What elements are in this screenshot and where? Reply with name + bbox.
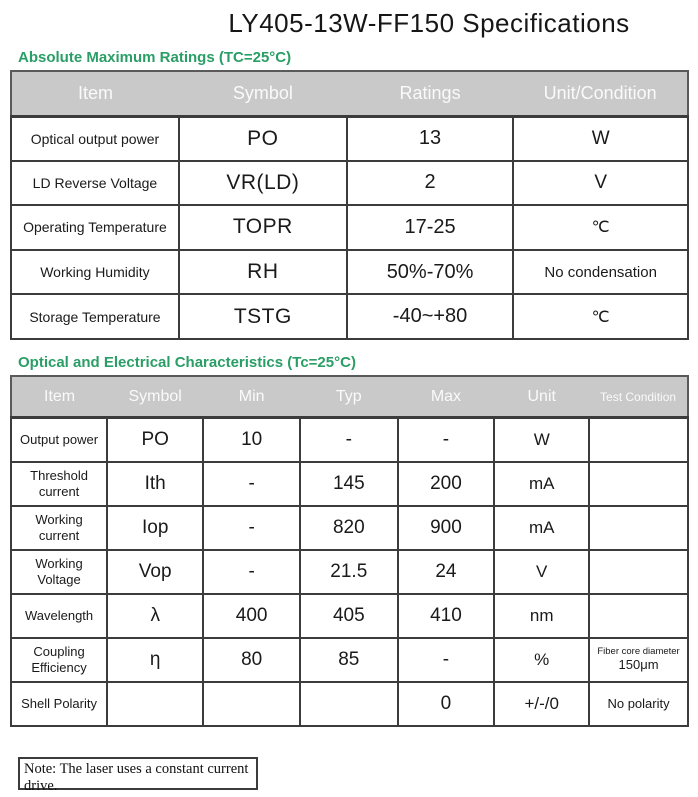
note-box	[18, 757, 258, 794]
cell-unit: ℃	[513, 294, 688, 339]
cell-item: Operating Temperature	[11, 205, 179, 250]
cell-symbol: TOPR	[179, 205, 347, 250]
cell-max: 200	[398, 462, 495, 506]
cell-max: 24	[398, 550, 495, 594]
cell-typ: 145	[300, 462, 397, 506]
absolute-maximum-ratings-table	[10, 70, 689, 340]
cell-symbol	[107, 682, 203, 726]
cell-max: -	[398, 418, 495, 462]
cell-unit: W	[494, 418, 589, 462]
cell-item: Optical output power	[11, 116, 179, 161]
header-item: Item	[11, 71, 179, 116]
cell-symbol: Vop	[107, 550, 203, 594]
cell-max: 410	[398, 594, 495, 638]
table-row	[11, 294, 688, 339]
header-typ: Typ	[300, 376, 397, 418]
cell-unit: V	[494, 550, 589, 594]
cell-typ	[300, 682, 397, 726]
header-item: Item	[11, 376, 107, 418]
table-row	[11, 462, 688, 506]
cell-symbol: TSTG	[179, 294, 347, 339]
cell-test-condition: No polarity	[589, 682, 688, 726]
cell-unit: mA	[494, 462, 589, 506]
table-row	[11, 161, 688, 206]
cell-item: Threshold current	[11, 462, 107, 506]
table-row	[11, 550, 688, 594]
table-row	[11, 116, 688, 161]
cell-test-condition	[589, 462, 688, 506]
cell-min: -	[203, 506, 300, 550]
cell-test-condition	[589, 594, 688, 638]
cell-max: -	[398, 638, 495, 682]
cell-test-condition	[589, 638, 688, 682]
cell-typ: 21.5	[300, 550, 397, 594]
cell-typ: 405	[300, 594, 397, 638]
cell-ratings: 17-25	[347, 205, 514, 250]
cell-test-condition	[589, 506, 688, 550]
cell-unit: ℃	[513, 205, 688, 250]
note-text: Note: The laser uses a constant current drive.	[24, 761, 249, 794]
cell-symbol: Ith	[107, 462, 203, 506]
cell-test-condition	[589, 550, 688, 594]
table-row	[11, 682, 688, 726]
fiber-core-diameter-label: Fiber core diameter	[597, 646, 680, 658]
cell-symbol: PO	[179, 116, 347, 161]
cell-min	[203, 682, 300, 726]
page-title: LY405-13W-FF150 Specifications	[228, 8, 630, 38]
cell-item: LD Reverse Voltage	[11, 161, 179, 206]
cell-min: 400	[203, 594, 300, 638]
cell-max: 0	[398, 682, 495, 726]
header-ratings: Ratings	[347, 71, 514, 116]
table-row	[11, 205, 688, 250]
cell-item: Working current	[11, 506, 107, 550]
cell-min: -	[203, 550, 300, 594]
optical-electrical-characteristics-table	[10, 375, 689, 727]
header-unit-condition: Unit/Condition	[513, 71, 688, 116]
cell-item: Shell Polarity	[11, 682, 107, 726]
table-row	[11, 250, 688, 295]
cell-ratings: 50%-70%	[347, 250, 514, 295]
section-title-optical-electrical-characteristics: Optical and Electrical Characteristics (Tc=25°C)	[18, 353, 356, 371]
section-title-absolute-maximum-ratings: Absolute Maximum Ratings (TC=25°C)	[18, 49, 292, 66]
cell-min: 10	[203, 418, 300, 462]
cell-test-condition	[589, 418, 688, 462]
cell-symbol: RH	[179, 250, 347, 295]
cell-item: Wavelength	[11, 594, 107, 638]
header-max: Max	[398, 376, 495, 418]
header-min: Min	[203, 376, 300, 418]
cell-item: Coupling Efficiency	[11, 638, 107, 682]
cell-unit: V	[513, 161, 688, 206]
cell-item: Output power	[11, 418, 107, 462]
cell-typ: 820	[300, 506, 397, 550]
cell-symbol: VR(LD)	[179, 161, 347, 206]
cell-unit: mA	[494, 506, 589, 550]
cell-min: 80	[203, 638, 300, 682]
cell-unit: %	[494, 638, 589, 682]
cell-symbol: Iop	[107, 506, 203, 550]
table-header-row	[11, 376, 688, 418]
table-row	[11, 638, 688, 682]
cell-max: 900	[398, 506, 495, 550]
cell-item: Storage Temperature	[11, 294, 179, 339]
table-row	[11, 418, 688, 462]
cell-typ: 85	[300, 638, 397, 682]
cell-unit: +/-/0	[494, 682, 589, 726]
cell-symbol: PO	[107, 418, 203, 462]
cell-item: Working Voltage	[11, 550, 107, 594]
cell-item: Working Humidity	[11, 250, 179, 295]
table-row	[11, 594, 688, 638]
cell-unit: W	[513, 116, 688, 161]
table-header-row	[11, 71, 688, 116]
header-symbol: Symbol	[107, 376, 203, 418]
cell-min: -	[203, 462, 300, 506]
header-unit: Unit	[494, 376, 589, 418]
cell-typ: -	[300, 418, 397, 462]
cell-symbol: η	[107, 638, 203, 682]
cell-symbol: λ	[107, 594, 203, 638]
cell-unit: nm	[494, 594, 589, 638]
cell-unit: No condensation	[513, 250, 688, 295]
cell-ratings: 13	[347, 116, 514, 161]
table-row	[11, 506, 688, 550]
cell-ratings: 2	[347, 161, 514, 206]
fiber-core-diameter-value: 150μm	[618, 656, 659, 672]
header-test-condition: Test Condition	[589, 376, 688, 418]
cell-ratings: -40~+80	[347, 294, 514, 339]
header-symbol: Symbol	[179, 71, 347, 116]
